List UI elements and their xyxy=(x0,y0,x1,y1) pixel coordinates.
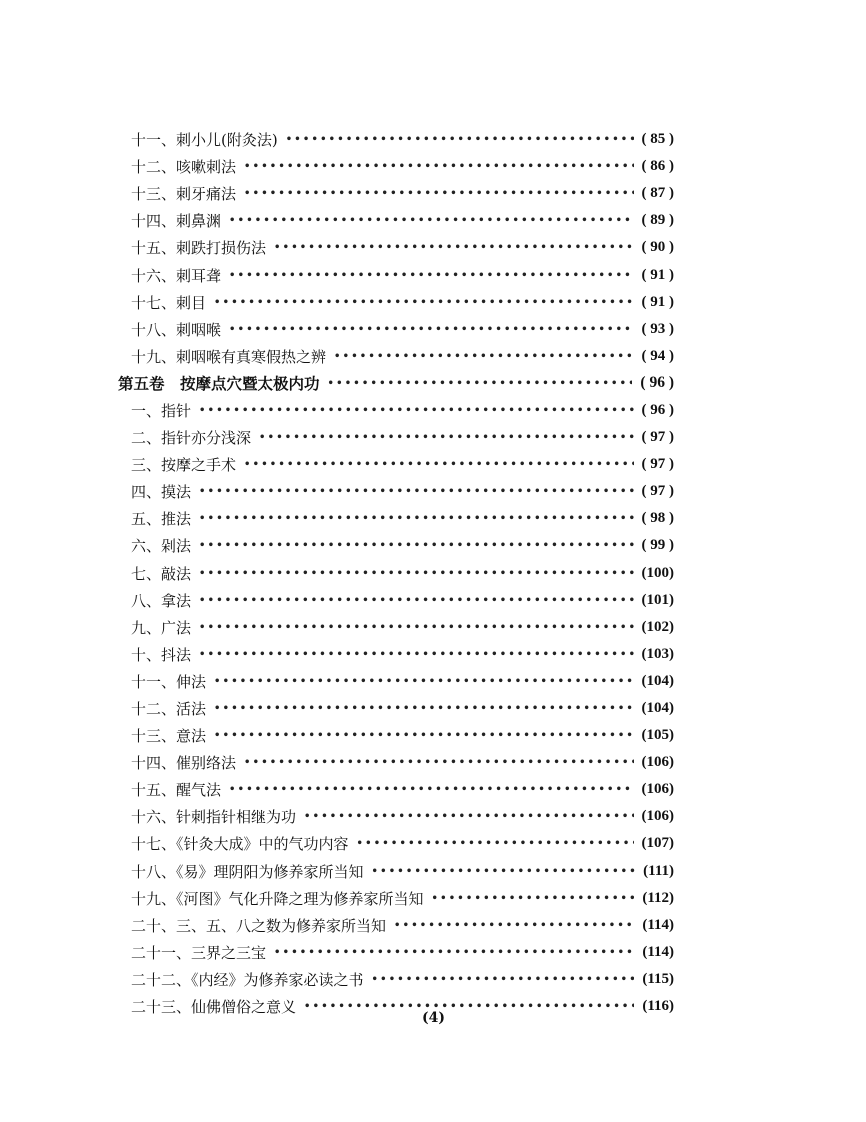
toc-entry xyxy=(118,614,674,641)
dot-leader xyxy=(274,947,634,958)
dot-leader xyxy=(214,297,633,308)
dot-leader xyxy=(199,649,633,660)
toc-entry xyxy=(118,885,674,912)
dot-leader xyxy=(304,811,633,822)
toc-entry xyxy=(118,966,674,993)
toc-entry-page: (115) xyxy=(642,970,674,987)
toc-entry-title: 十六、刺耳聋 xyxy=(131,266,222,285)
toc-entry xyxy=(118,424,674,451)
toc-entry-page: ( 93 ) xyxy=(641,320,674,337)
toc-entry xyxy=(118,397,674,424)
toc-entry xyxy=(118,587,674,614)
toc-entry-title: 二十二、《内经》为修养家必读之书 xyxy=(131,970,364,989)
dot-leader xyxy=(432,893,635,904)
toc-entry xyxy=(118,695,674,722)
toc-entry xyxy=(118,234,674,261)
toc-entry-title: 十一、刺小儿(附灸法) xyxy=(131,131,278,150)
toc-entry-page: (106) xyxy=(641,808,674,825)
dot-leader xyxy=(259,432,633,443)
dot-leader xyxy=(199,486,633,497)
toc-entry xyxy=(118,776,674,803)
toc-entry-title: 十四、催别络法 xyxy=(131,754,237,773)
dot-leader xyxy=(229,270,633,281)
toc-entry xyxy=(118,316,674,343)
dot-leader xyxy=(244,188,633,199)
toc-entry xyxy=(118,912,674,939)
toc-entry-page: (116) xyxy=(642,998,674,1015)
toc-entry-page: (114) xyxy=(642,916,674,933)
toc-entry-title: 十一、伸法 xyxy=(131,672,207,691)
toc-entry xyxy=(118,289,674,316)
toc-entry-title: 十七、《针灸大成》中的气功内容 xyxy=(131,835,349,854)
dot-leader xyxy=(199,568,633,579)
toc-entry-title: 九、广法 xyxy=(131,618,192,637)
toc-entry-title: 十八、《易》理阴阳为修养家所当知 xyxy=(131,862,364,881)
dot-leader xyxy=(244,757,633,768)
page-number: (4) xyxy=(422,1010,445,1026)
toc-entry xyxy=(118,993,674,1020)
toc-entry-title: 八、拿法 xyxy=(131,591,192,610)
toc-entry-title: 十四、刺鼻渊 xyxy=(131,212,222,231)
toc-entry-title: 四、摸法 xyxy=(131,483,192,502)
toc-entry xyxy=(118,803,674,830)
toc-entry-page: (106) xyxy=(641,781,674,798)
dot-leader xyxy=(214,730,633,741)
dot-leader xyxy=(357,838,634,849)
toc-entry-page: ( 96 ) xyxy=(641,401,674,418)
toc-entry xyxy=(118,207,674,234)
toc-entry xyxy=(118,641,674,668)
toc-entry-page: (105) xyxy=(641,727,674,744)
toc-entry-page: ( 91 ) xyxy=(641,266,674,283)
toc-entry-page: ( 98 ) xyxy=(641,510,674,527)
toc-entry-title: 十二、咳嗽刺法 xyxy=(131,158,237,177)
toc-entry-title: 十三、刺牙痛法 xyxy=(131,185,237,204)
dot-leader xyxy=(199,405,633,416)
toc-entry xyxy=(118,451,674,478)
toc-entry xyxy=(118,858,674,885)
toc-entry-title: 六、剁法 xyxy=(131,537,192,556)
toc-entry-title: 五、推法 xyxy=(131,510,192,529)
toc-entry-title: 十八、刺咽喉 xyxy=(131,320,222,339)
toc-section-heading xyxy=(118,370,674,397)
toc-entry-page: (111) xyxy=(643,862,674,879)
dot-leader xyxy=(199,622,633,633)
toc-entry-page: (104) xyxy=(641,672,674,689)
toc-entry xyxy=(118,722,674,749)
dot-leader xyxy=(199,540,633,551)
toc-entry-page: (104) xyxy=(641,700,674,717)
toc-entry-page: (103) xyxy=(641,645,674,662)
toc-entry-title: 十七、刺目 xyxy=(131,293,207,312)
toc-entry-title: 第五卷 按摩点穴暨太极内功 xyxy=(118,374,320,394)
toc-entry-title: 二十一、三界之三宝 xyxy=(131,943,267,962)
toc-entry-page: (114) xyxy=(642,943,674,960)
toc-entry-page: ( 87 ) xyxy=(641,185,674,202)
toc-entry-page: ( 91 ) xyxy=(641,293,674,310)
table-of-contents xyxy=(118,126,674,1020)
toc-entry-page: (107) xyxy=(641,835,674,852)
toc-entry-title: 十五、刺跌打损伤法 xyxy=(131,239,267,258)
toc-entry-page: ( 97 ) xyxy=(641,456,674,473)
toc-entry-page: ( 89 ) xyxy=(641,212,674,229)
toc-entry xyxy=(118,478,674,505)
dot-leader xyxy=(199,513,633,524)
toc-entry-title: 一、指针 xyxy=(131,401,192,420)
toc-entry-page: ( 85 ) xyxy=(641,131,674,148)
dot-leader xyxy=(214,703,633,714)
dot-leader xyxy=(229,784,633,795)
dot-leader xyxy=(229,324,633,335)
dot-leader xyxy=(244,459,633,470)
toc-entry-title: 三、按摩之手术 xyxy=(131,456,237,475)
toc-entry xyxy=(118,505,674,532)
toc-entry-title: 十九、刺咽喉有真寒假热之辨 xyxy=(131,347,327,366)
toc-entry-title: 二、指针亦分浅深 xyxy=(131,429,252,448)
dot-leader xyxy=(274,242,633,253)
toc-entry xyxy=(118,830,674,857)
dot-leader xyxy=(199,595,633,606)
toc-entry xyxy=(118,532,674,559)
dot-leader xyxy=(304,1001,634,1012)
toc-entry-title: 十二、活法 xyxy=(131,700,207,719)
toc-entry-title: 七、敲法 xyxy=(131,564,192,583)
toc-entry xyxy=(118,343,674,370)
toc-entry-page: (101) xyxy=(641,591,674,608)
toc-entry xyxy=(118,180,674,207)
toc-entry-page: (106) xyxy=(641,754,674,771)
toc-entry-page: ( 94 ) xyxy=(641,347,674,364)
toc-entry-page: ( 99 ) xyxy=(641,537,674,554)
toc-entry-page: ( 97 ) xyxy=(641,483,674,500)
toc-entry-page: ( 86 ) xyxy=(641,158,674,175)
dot-leader xyxy=(372,866,636,877)
toc-entry-page: ( 97 ) xyxy=(641,429,674,446)
toc-entry-page: (112) xyxy=(642,889,674,906)
toc-entry-page: (100) xyxy=(641,564,674,581)
dot-leader xyxy=(286,134,634,145)
toc-entry-title: 十五、醒气法 xyxy=(131,781,222,800)
toc-entry xyxy=(118,153,674,180)
dot-leader xyxy=(328,378,633,389)
toc-entry-title: 十、抖法 xyxy=(131,645,192,664)
toc-entry-title: 十六、针刺指针相继为功 xyxy=(131,808,297,827)
dot-leader xyxy=(372,974,635,985)
toc-entry xyxy=(118,560,674,587)
dot-leader xyxy=(229,215,633,226)
dot-leader xyxy=(334,351,633,362)
toc-entry-title: 二十三、仙佛僧俗之意义 xyxy=(131,998,297,1017)
toc-entry xyxy=(118,261,674,288)
toc-entry-page: (102) xyxy=(641,618,674,635)
toc-entry-title: 十九、《河图》气化升降之理为修养家所当知 xyxy=(131,889,424,908)
dot-leader xyxy=(214,676,633,687)
toc-entry-title: 二十、三、五、八之数为修养家所当知 xyxy=(131,916,387,935)
dot-leader xyxy=(394,920,634,931)
toc-entry xyxy=(118,939,674,966)
toc-entry-title: 十三、意法 xyxy=(131,727,207,746)
dot-leader xyxy=(244,161,633,172)
toc-entry xyxy=(118,668,674,695)
toc-entry-page: ( 90 ) xyxy=(641,239,674,256)
toc-entry xyxy=(118,749,674,776)
toc-entry xyxy=(118,126,674,153)
toc-entry-page: ( 96 ) xyxy=(640,374,674,392)
